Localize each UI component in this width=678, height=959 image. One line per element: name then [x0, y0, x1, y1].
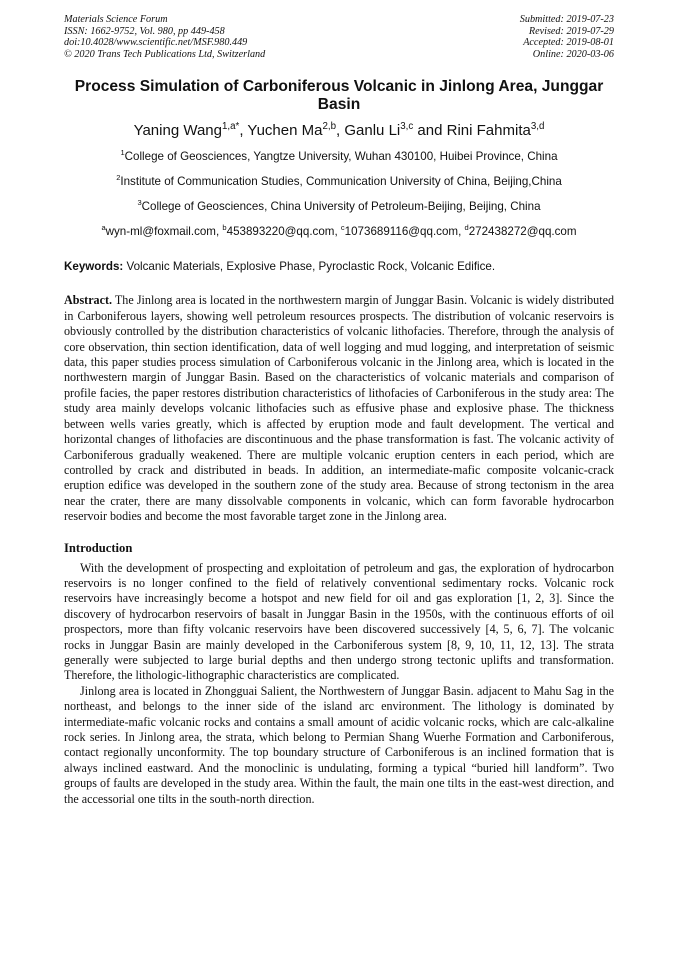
affiliation-marker: 2 — [116, 172, 121, 182]
affiliation-marker: 1 — [120, 148, 125, 157]
section-heading-introduction: Introduction — [64, 540, 133, 555]
accepted-date: Accepted: 2019-08-01 — [523, 37, 614, 49]
revised-date: Revised: 2019-07-29 — [528, 25, 614, 37]
author-separator: , — [239, 122, 248, 139]
email-address: 453893220@qq.com, — [226, 224, 341, 238]
affiliation-marker: 3 — [137, 197, 142, 207]
paper-title: Process Simulation of Carboniferous Volcanic in Jinlong Area, Junggar Basin — [74, 78, 604, 113]
author-name: Ganlu Li — [344, 122, 401, 139]
abstract — [64, 293, 614, 524]
author-separator: , — [336, 122, 345, 139]
affiliation-2 — [64, 171, 614, 189]
author-marker: 3,d — [530, 121, 545, 132]
intro-paragraph-2: Jinlong area is located in Zhongguai Salient, the Northwestern of Junggar Basin. adjacent to Mahu Sag in the northeast, and belongs to the inner side of the island arc environment. The lithology is dominated by intermediate-mafic volcanic rocks and contains a small amount of acidic volcanic rocks, which are calc-alkaline rock series. In Jinlong area, the strata, which belong to Permian Shang Wuerhe Formation and Carboniferous, contact regionally unconformity. The top boundary structure of Carboniferous is an inclined formation that is always inclined eastward. And the monoclinic is undulating, forming a typical “buried hill landform”. Two groups of faults are developed in the study area. Within the fault, the main one tilts in the east-west direction, and the accessorial one tilts in the south-north direction. — [64, 683, 614, 806]
email-marker: c — [340, 222, 345, 232]
author-name: Yuchen Ma — [247, 122, 323, 139]
issn-line: ISSN: 1662-9752, Vol. 980, pp 449-458 — [64, 25, 225, 37]
affiliation-3 — [64, 196, 614, 214]
author-separator: and — [413, 122, 447, 139]
email-address: 1073689116@qq.com, — [344, 224, 465, 238]
email-list — [64, 221, 614, 239]
affiliation-text: College of Geosciences, China University of Petroleum-Beijing, Beijing, China — [141, 199, 541, 213]
affiliation-text: Institute of Communication Studies, Communication University of China, Beijing,China — [120, 174, 562, 188]
keywords — [64, 260, 614, 274]
author-marker: 1,a* — [221, 121, 240, 132]
abstract-label: Abstract. — [64, 293, 113, 308]
keywords-label: Keywords: — [64, 260, 124, 274]
intro-paragraph-1: With the development of prospecting and exploitation of petroleum and gas, the exploration of hydrocarbon reservoirs is no longer confined to the field of relatively conventional sedimentary rocks. Volcanic rock reservoirs have increasingly become a hotspot and new field for oil and gas exploration [1, 2, 3]. Since the discovery of hydrocarbon reservoirs of basalt in Junggar Basin in the 1950s, with the continuous efforts of oil prospectors, more than fifty volcanic reservoirs have been discovered successively [4, 5, 6, 7]. The volcanic rocks in Junggar Basin are mainly developed in the Carboniferous system [8, 9, 10, 11, 12, 13]. The strata generally were subjected to large burial depths and then undergo strong tectonic uplifts and transformation. Therefore, the lithologic-lithographic characteristics are complicated. — [64, 560, 614, 683]
email-marker: a — [101, 222, 106, 232]
author-marker: 3,c — [400, 121, 414, 132]
paper-page — [64, 14, 614, 807]
submitted-date: Submitted: 2019-07-23 — [519, 14, 614, 25]
author-name: Yaning Wang — [133, 122, 222, 139]
affiliation-text: College of Geosciences, Yangtze University, Wuhan 430100, Huibei Province, China — [124, 149, 558, 163]
affiliation-1 — [64, 146, 614, 164]
copyright-line: © 2020 Trans Tech Publications Ltd, Switzerland — [64, 48, 266, 60]
journal-header — [64, 14, 614, 66]
submission-dates — [520, 14, 614, 60]
email-marker: b — [222, 222, 227, 232]
author-list — [64, 118, 614, 140]
abstract-text: The Jinlong area is located in the northwestern margin of Junggar Basin. Volcanic is widely distributed in Carboniferous layers, showing well petroleum resources prospects. The distribution of volcanic reservoirs is obviously controlled by the distribution characteristics of volcanic lithofacies. Therefore, through the analysis of core observation, thin section identification, data of well logging and mud logging, and interpretation of seismic data, this paper studies process simulation of Carboniferous volcanic in the Jinlong area, which is located in the northwestern margin of Junggar Basin. Based on the characteristics of volcanic materials and comparison of profile facies, the paper restores distribution characteristics of lithofacies of Carboniferous in the study area: The study area mainly develops volcanic lithofacies such as effusive phase and explosive phase. The thickness between wells varies greatly, which is affected by eruption mode and fault development. The vertical and horizontal changes of lithofacies are discontinuous and the phase transformation is fast. The volcanic activity of Carboniferous gradually weakened. There are multiple volcanic eruption centers in each period, which are controlled by crack and distributed in beads. In addition, an intermediate-mafic composite volcanic-crack eruption edifice was developed in the southern zone of the study area. Because of strong tectonism in the area near the crater, there are many dissolvable components in volcanic, which can form favorable hydrocarbon reservoir bodies and become the most favorable target zone in the Jinlong area. — [64, 293, 614, 524]
email-marker: d — [464, 222, 469, 232]
online-date: Online: 2020-03-06 — [532, 48, 614, 60]
doi-line: doi:10.4028/www.scientific.net/MSF.980.449 — [64, 37, 248, 49]
journal-name: Materials Science Forum — [64, 14, 168, 25]
email-address: wyn-ml@foxmail.com, — [105, 224, 223, 238]
author-marker: 2,b — [322, 121, 337, 132]
journal-info — [64, 14, 265, 60]
email-address: 272438272@qq.com — [468, 224, 577, 238]
keywords-text: Volcanic Materials, Explosive Phase, Pyroclastic Rock, Volcanic Edifice. — [123, 260, 496, 274]
author-name: Rini Fahmita — [446, 122, 531, 139]
